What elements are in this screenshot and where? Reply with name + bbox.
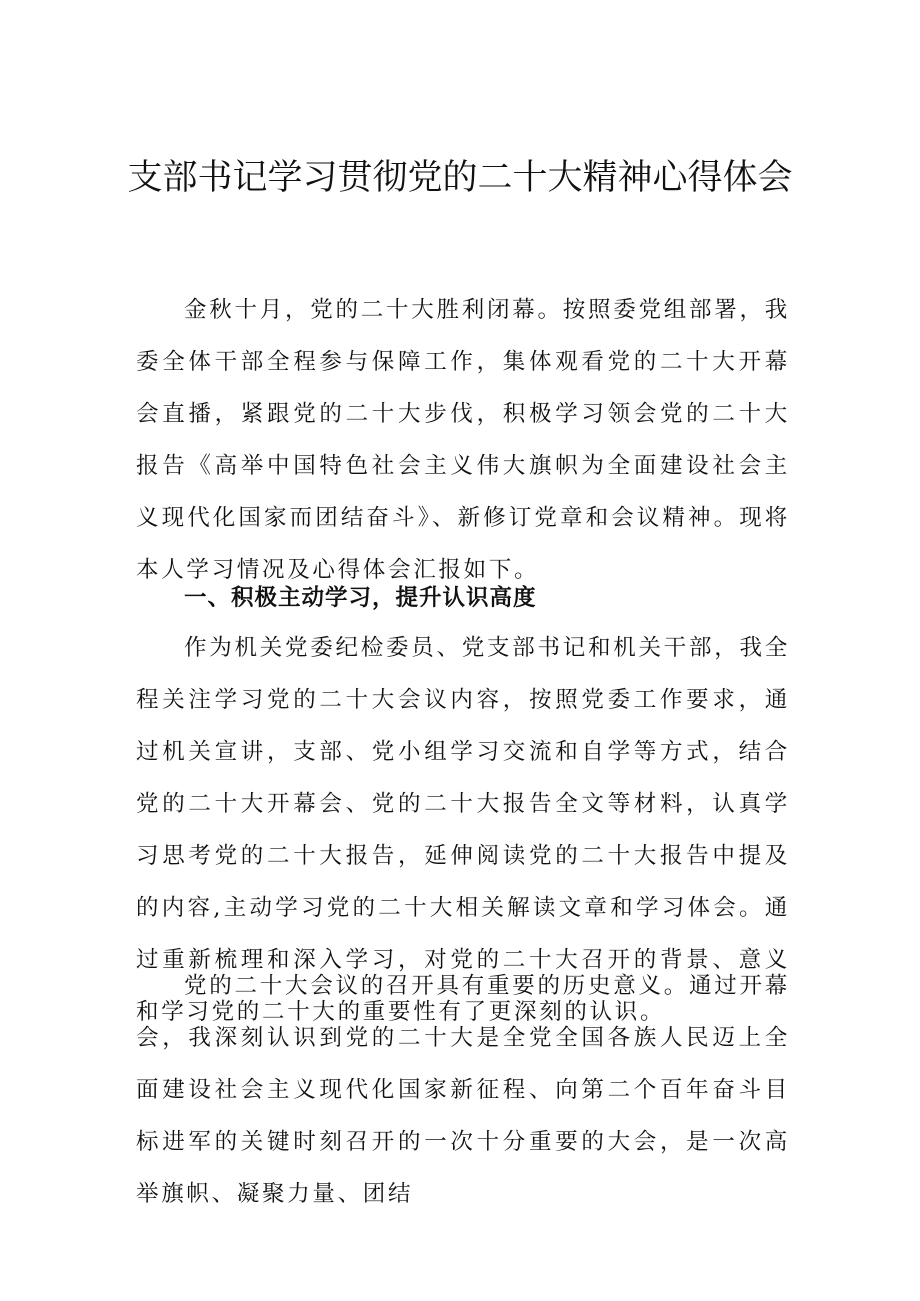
paragraph-significance: 党的二十大会议的召开具有重要的历史意义。通过开幕会，我深刻认识到党的二十大是全党全国各族人民迈上全面建设社会主义现代化国家新征程、向第二个百年奋斗目标进军的关键时刻召开的一次十分重要的大会，是一次高举旗帜、凝聚力量、团结 [136, 973, 790, 1207]
section-heading: 一、积极主动学习，提升认识高度 [184, 585, 537, 611]
document-title: 支部书记学习贯彻党的二十大精神心得体会 [127, 158, 793, 198]
paragraph-intro: 金秋十月，党的二十大胜利闭幕。按照委党组部署，我委全体干部全程参与保障工作，集体观看党的二十大开幕会直播，紧跟党的二十大步伐，积极学习领会党的二十大报告《高举中国特色社会主义伟大旗帜为全面建设社会主义现代化国家而团结奋斗》、新修订党章和会议精神。现将本人学习情况及心得体会汇报如下。 [136, 297, 790, 583]
paragraph-study: 作为机关党委纪检委员、党支部书记和机关干部，我全程关注学习党的二十大会议内容，按照党委工作要求，通过机关宣讲，支部、党小组学习交流和自学等方式，结合党的二十大开幕会、党的二十大报告全文等材料，认真学习思考党的二十大报告，延伸阅读党的二十大报告中提及的内容,主动学习党的二十大相关解读文章和学习体会。通过重新梳理和深入学习，对党的二十大召开的背景、意义和学习党的二十大的重要性有了更深刻的认识。 [136, 635, 790, 1025]
